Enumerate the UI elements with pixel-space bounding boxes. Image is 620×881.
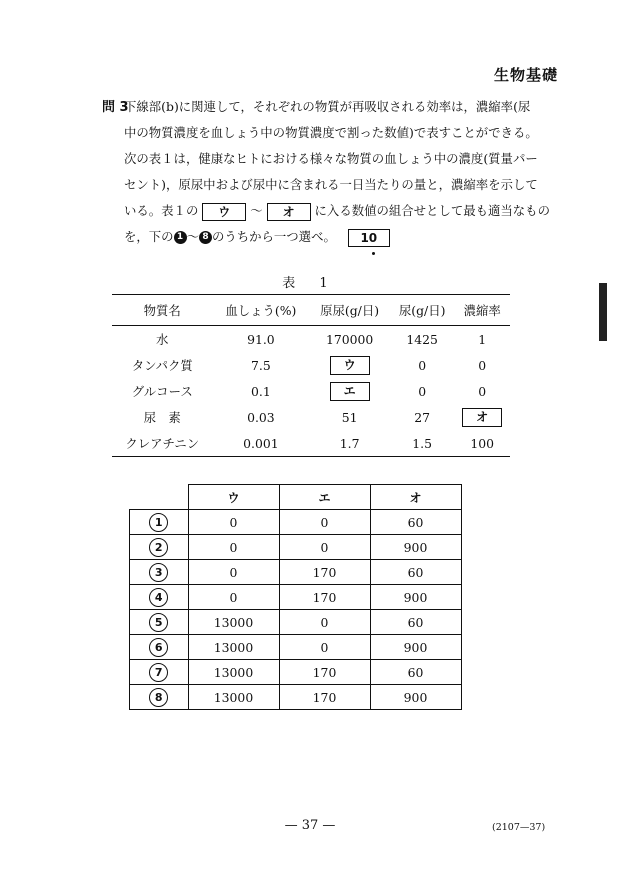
choice-e-value: 170	[279, 660, 370, 685]
choice-start-icon: 1	[174, 231, 187, 244]
choice-u-value: 0	[188, 560, 279, 585]
concentration-ratio: 100	[470, 435, 494, 451]
choice-table-header-row	[130, 485, 462, 510]
choice-number-cell	[130, 510, 189, 535]
concentration-ratio: 1	[478, 331, 487, 347]
choice-o-value: 900	[370, 535, 461, 560]
choice-o-value: 900	[370, 635, 461, 660]
choice-header-o: オ	[370, 485, 461, 510]
choice-o-value: 900	[370, 585, 461, 610]
line6-tilde: 〜	[186, 229, 199, 244]
line6-pre: を，下の	[124, 229, 174, 244]
blank-box-u: ウ	[330, 356, 370, 375]
choice-number-cell	[130, 660, 189, 685]
table1-header: 濃縮率	[454, 295, 510, 326]
choice-e-value: 0	[279, 510, 370, 535]
plasma-value: 91.0	[247, 331, 275, 347]
table-row	[112, 352, 510, 378]
concentration-ratio: 0	[478, 383, 487, 399]
side-tab-marker	[599, 283, 607, 341]
table-row	[130, 585, 462, 610]
blank-box-e: エ	[330, 382, 370, 401]
question-line-3: 次の表１は，健康なヒトにおける様々な物質の血しょう中の濃度(質量パー	[124, 151, 538, 166]
choice-number-icon: 2	[149, 538, 168, 557]
table-row	[130, 660, 462, 685]
choice-o-value: 60	[370, 660, 461, 685]
tilde: 〜	[250, 203, 263, 218]
line5-post: に入る数値の組合せとして最も適当なもの	[314, 203, 550, 218]
question-line-1: 下線部(b)に関連して，それぞれの物質が再吸収される効率は，濃縮率(尿	[124, 99, 531, 114]
question-line-4: セント)，原尿中および尿中に含まれる一日当たりの量と，濃縮率を示して	[124, 177, 538, 192]
choice-number-icon: 5	[149, 613, 168, 632]
table-row	[130, 560, 462, 585]
substance-name: グルコース	[131, 384, 193, 399]
urine-value: 27	[414, 409, 431, 425]
choice-number-cell	[130, 560, 189, 585]
choice-end-icon: 8	[199, 231, 212, 244]
substance-name: 水	[156, 332, 169, 347]
urine-value: 1425	[406, 331, 438, 347]
choice-header-u: ウ	[188, 485, 279, 510]
table1	[112, 294, 510, 457]
table-row	[130, 535, 462, 560]
table-row	[130, 610, 462, 635]
blank-box-o: オ	[462, 408, 502, 427]
plasma-value: 0.03	[247, 409, 275, 425]
urine-value: 1.5	[412, 435, 432, 451]
choice-number-icon: 6	[149, 638, 168, 657]
table-row	[112, 378, 510, 404]
choice-u-value: 13000	[188, 660, 279, 685]
table1-header: 原尿(g/日)	[309, 295, 390, 326]
choice-o-value: 60	[370, 510, 461, 535]
choice-number-icon: 1	[149, 513, 168, 532]
urine-value: 0	[418, 357, 427, 373]
table1-header: 血しょう(%)	[213, 295, 310, 326]
primary-urine-value	[309, 378, 390, 404]
choice-u-value: 0	[188, 585, 279, 610]
choice-number-icon: 7	[149, 663, 168, 682]
box-o: オ	[267, 203, 311, 221]
substance-name: 尿 素	[143, 410, 181, 425]
choice-e-value: 170	[279, 685, 370, 710]
choice-o-value: 60	[370, 560, 461, 585]
dot-mark	[372, 252, 375, 255]
choice-u-value: 0	[188, 510, 279, 535]
line5-pre: いる。表１の	[124, 203, 199, 218]
page-number: — 37 —	[284, 818, 336, 833]
choice-header-e: エ	[279, 485, 370, 510]
choice-number-cell	[130, 535, 189, 560]
choice-e-value: 170	[279, 585, 370, 610]
question-line-5	[124, 198, 550, 224]
choice-o-value: 900	[370, 685, 461, 710]
table-row	[130, 685, 462, 710]
substance-name: クレアチニン	[125, 436, 200, 451]
table1-header: 物質名	[112, 295, 213, 326]
choice-number-icon: 4	[149, 588, 168, 607]
choice-u-value: 0	[188, 535, 279, 560]
choice-u-value: 13000	[188, 685, 279, 710]
choice-number-cell	[130, 585, 189, 610]
choice-o-value: 60	[370, 610, 461, 635]
substance-name: タンパク質	[131, 358, 193, 373]
choice-u-value: 13000	[188, 610, 279, 635]
primary-urine-value: 1.7	[339, 435, 360, 451]
choice-number-cell	[130, 610, 189, 635]
choice-number-cell	[130, 635, 189, 660]
table-row	[112, 430, 510, 457]
choice-e-value: 170	[279, 560, 370, 585]
primary-urine-value: 51	[341, 409, 358, 425]
plasma-value: 0.001	[243, 435, 279, 451]
choice-e-value: 0	[279, 635, 370, 660]
table-row	[130, 510, 462, 535]
plasma-value: 7.5	[251, 357, 271, 373]
line6-post: のうちから一つ選べ。	[211, 229, 336, 244]
question-line-2: 中の物質濃度を血しょう中の物質濃度で割った数値)で表すことができる。	[124, 125, 538, 140]
answer-number-box: 10	[348, 229, 390, 247]
table1-header-row	[112, 295, 510, 326]
choice-number-cell	[130, 685, 189, 710]
choice-e-value: 0	[279, 610, 370, 635]
choice-table-corner	[130, 485, 189, 510]
choice-number-icon: 3	[149, 563, 168, 582]
question-line-6	[124, 224, 390, 250]
choice-e-value: 0	[279, 535, 370, 560]
table-row	[112, 404, 510, 430]
table1-caption: 表 1	[282, 276, 338, 291]
table1-header: 尿(g/日)	[390, 295, 454, 326]
subject-title: 生物基礎	[493, 66, 558, 84]
page-code: (2107—37)	[492, 822, 546, 833]
choice-number-icon: 8	[149, 688, 168, 707]
plasma-value: 0.1	[251, 383, 271, 399]
question-label: 問 3	[102, 100, 129, 115]
choice-u-value: 13000	[188, 635, 279, 660]
table-row	[130, 635, 462, 660]
box-u: ウ	[202, 203, 246, 221]
primary-urine-value	[309, 352, 390, 378]
concentration-ratio	[454, 404, 510, 430]
table-row	[112, 326, 510, 353]
choice-table	[129, 484, 462, 710]
urine-value: 0	[418, 383, 427, 399]
concentration-ratio: 0	[478, 357, 487, 373]
primary-urine-value: 170000	[325, 331, 374, 347]
